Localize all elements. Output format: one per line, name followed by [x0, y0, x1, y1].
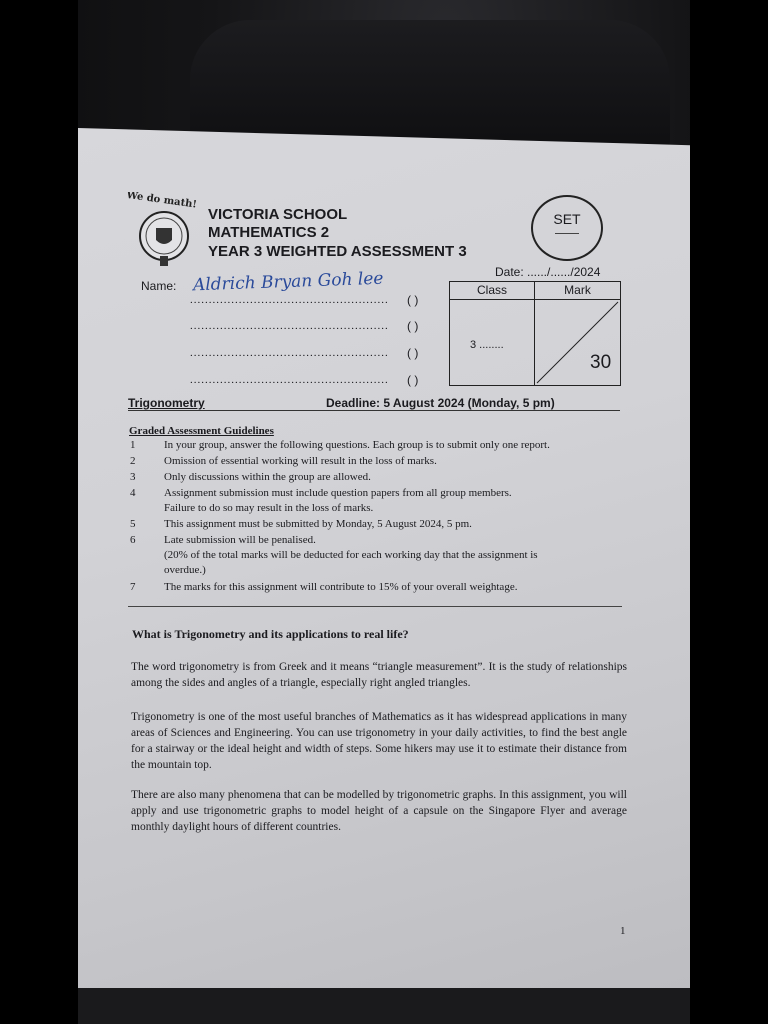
name-line-1: .....................................................	[190, 294, 389, 306]
set-badge-label: SET	[553, 211, 581, 227]
guideline-text: (20% of the total marks will be deducted for each working day that the assignment is	[164, 549, 538, 561]
class-mark-table	[449, 281, 621, 386]
guideline-num: 7	[130, 581, 136, 593]
guidelines-heading: Graded Assessment Guidelines	[129, 425, 274, 437]
section-divider	[128, 606, 622, 607]
class-value: 3 ........	[470, 339, 504, 351]
guideline-text: This assignment must be submitted by Monday, 5 August 2024, 5 pm.	[164, 518, 472, 530]
guideline-num: 2	[130, 455, 136, 467]
name-label: Name:	[141, 279, 177, 293]
svg-text:We do math!	[126, 192, 197, 211]
name-line-4: .....................................................	[190, 374, 389, 386]
page-number: 1	[620, 925, 626, 937]
guideline-text: overdue.)	[164, 564, 206, 576]
guideline-num: 5	[130, 518, 136, 530]
register-number-1: ( )	[407, 293, 419, 307]
school-motto: We do math!	[126, 192, 198, 211]
register-number-3: ( )	[407, 346, 419, 360]
guideline-num: 4	[130, 487, 136, 499]
guideline-text: The marks for this assignment will contribute to 15% of your overall weightage.	[164, 581, 518, 593]
mark-header: Mark	[535, 282, 620, 300]
class-header: Class	[450, 282, 535, 300]
student-name: Aldrich Bryan Goh lee	[192, 268, 384, 296]
name-line-2: .....................................................	[190, 320, 389, 332]
guideline-num: 3	[130, 471, 136, 483]
date-field: Date: ....../....../2024	[495, 265, 601, 279]
set-badge	[531, 195, 603, 261]
deadline: Deadline: 5 August 2024 (Monday, 5 pm)	[326, 396, 555, 410]
school-name: VICTORIA SCHOOL	[208, 206, 348, 223]
crest-icon	[126, 192, 212, 272]
guideline-text: Omission of essential working will result in the loss of marks.	[164, 455, 437, 467]
guideline-num: 1	[130, 439, 136, 451]
total-mark: 30	[590, 352, 612, 373]
topic-divider	[128, 410, 620, 411]
guideline-text: In your group, answer the following questions. Each group is to submit only one report.	[164, 439, 550, 451]
register-number-4: ( )	[407, 373, 419, 387]
name-line-3: .....................................................	[190, 347, 389, 359]
register-number-2: ( )	[407, 319, 419, 333]
assessment-title: YEAR 3 WEIGHTED ASSESSMENT 3	[208, 243, 467, 260]
intro-heading: What is Trigonometry and its applications to real life?	[132, 627, 409, 641]
guideline-text: Only discussions within the group are allowed.	[164, 471, 371, 483]
guideline-text: Assignment submission must include question papers from all group members.	[164, 487, 512, 499]
subject-title: MATHEMATICS 2	[208, 224, 330, 241]
topic-title: Trigonometry	[128, 396, 205, 410]
intro-paragraph-2: Trigonometry is one of the most useful branches of Mathematics as it has widespread applications in many areas of Sciences and Engineering. You can use trigonometry in your daily activities, to find the best angle for a stairway or the ideal height and width of steps. Some hikers may use it to estimate their distance from the mountain top.	[131, 711, 627, 771]
guideline-text: Failure to do so may result in the loss of marks.	[164, 502, 374, 514]
guideline-text: Late submission will be penalised.	[164, 534, 316, 546]
school-crest	[126, 192, 212, 272]
intro-paragraph-3: There are also many phenomena that can be modelled by trigonometric graphs. In this assignment, you will apply and use trigonometric graphs to model height of a capsule on the Singapore Flyer and average monthly daylight hours of different countries.	[131, 789, 627, 833]
guideline-num: 6	[130, 534, 136, 546]
intro-paragraph-1: The word trigonometry is from Greek and it means “triangle measurement”. It is the study of relationships among the sides and angles of a triangle, especially right angled triangles.	[131, 661, 627, 689]
